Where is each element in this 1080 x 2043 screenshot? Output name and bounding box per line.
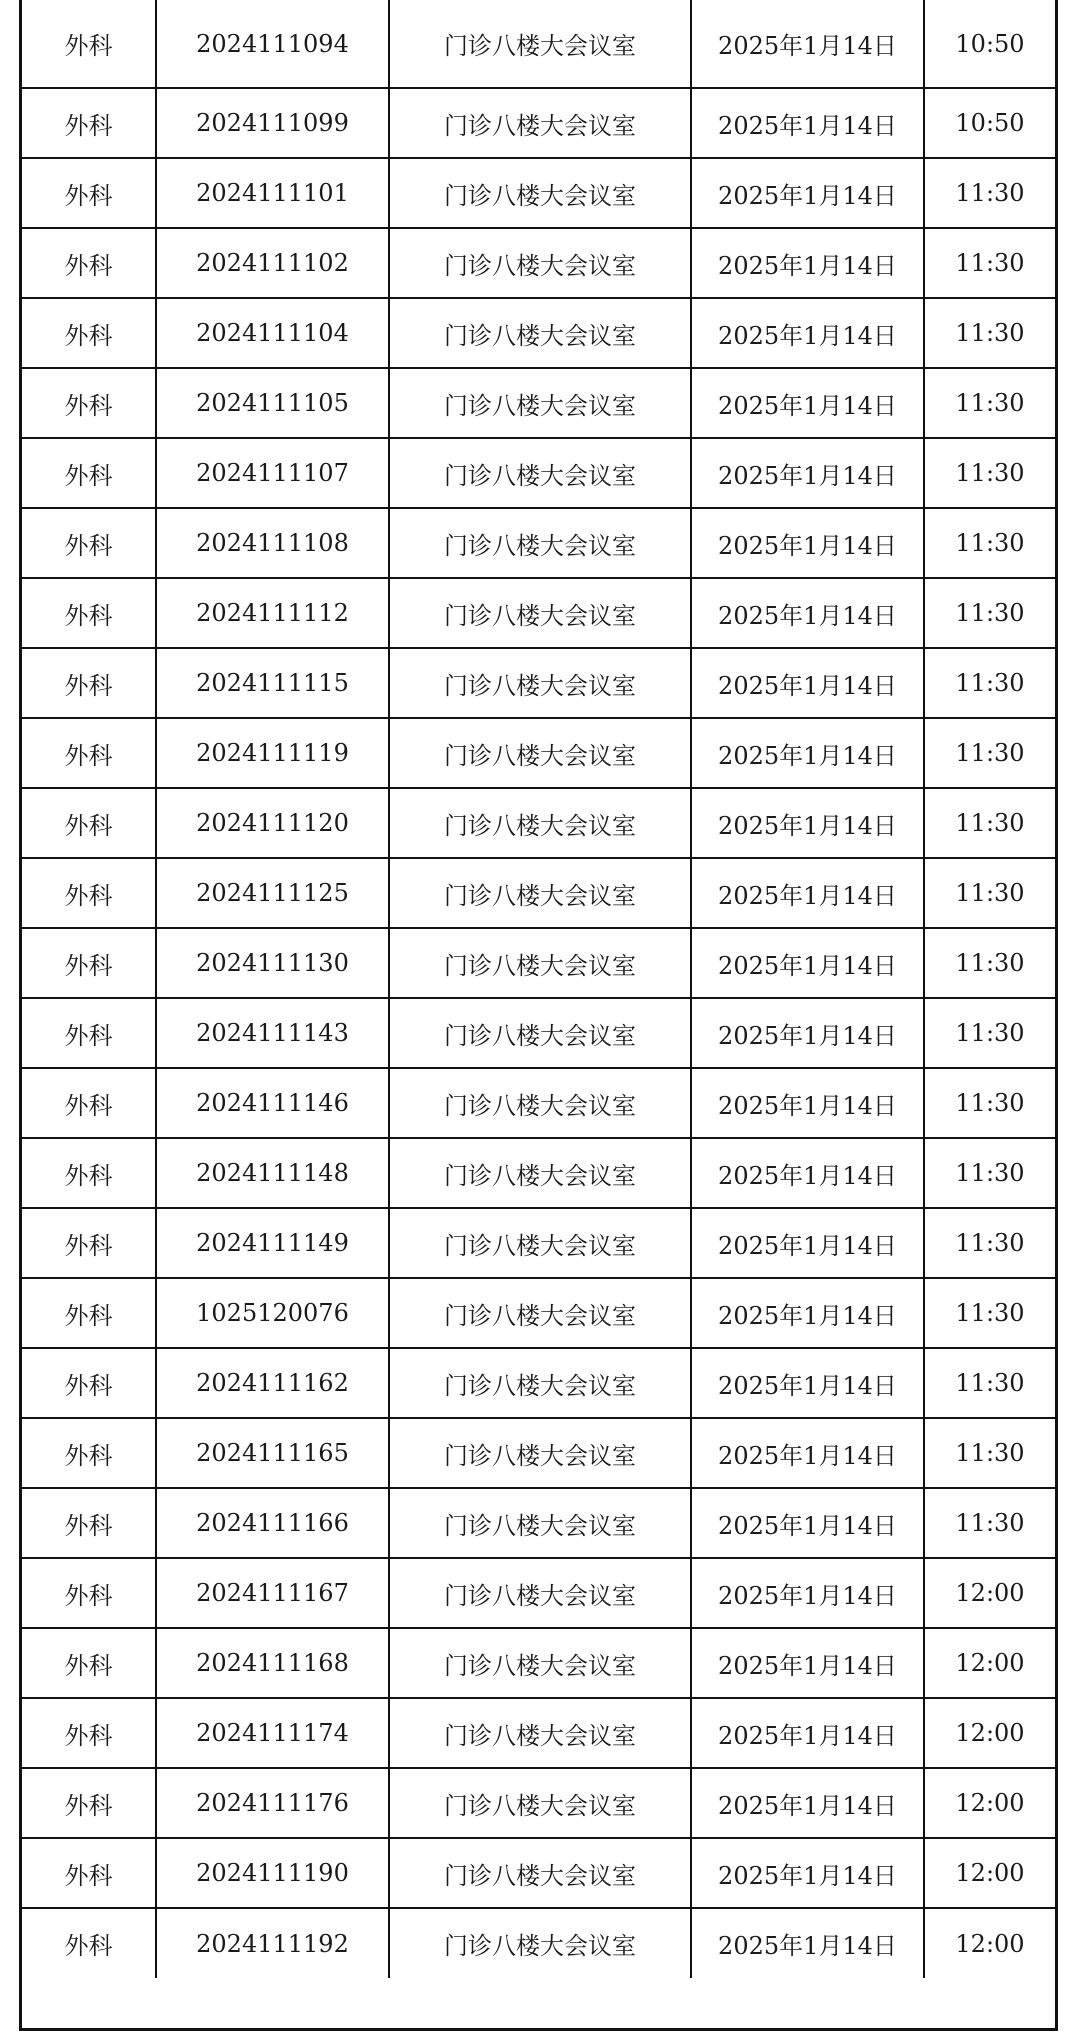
date-cell: 2025年1月14日: [691, 368, 924, 438]
date-cell: 2025年1月14日: [691, 1138, 924, 1208]
table-row: [22, 0, 1055, 88]
time-cell: 12:00: [924, 1838, 1055, 1908]
candidate-id-cell: 2024111162: [156, 1348, 389, 1418]
time-cell: 11:30: [924, 578, 1055, 648]
date-cell: 2025年1月14日: [691, 1628, 924, 1698]
candidate-id-cell: 2024111176: [156, 1768, 389, 1838]
candidate-id-cell: 2024111148: [156, 1138, 389, 1208]
date-cell: 2025年1月14日: [691, 88, 924, 158]
location-cell: 门诊八楼大会议室: [389, 1278, 691, 1348]
time-cell: 11:30: [924, 1068, 1055, 1138]
table-row: [22, 158, 1055, 228]
table-row: [22, 88, 1055, 158]
date-cell: 2025年1月14日: [691, 1348, 924, 1418]
table-row: [22, 1558, 1055, 1628]
table-row: [22, 1838, 1055, 1908]
department-cell: 外科: [22, 648, 156, 718]
date-cell: 2025年1月14日: [691, 438, 924, 508]
candidate-id-cell: 2024111105: [156, 368, 389, 438]
department-cell: 外科: [22, 718, 156, 788]
table-row: [22, 298, 1055, 368]
location-cell: 门诊八楼大会议室: [389, 1488, 691, 1558]
location-cell: 门诊八楼大会议室: [389, 1908, 691, 1978]
table-row: [22, 1488, 1055, 1558]
table-row: [22, 508, 1055, 578]
location-cell: 门诊八楼大会议室: [389, 88, 691, 158]
time-cell: 11:30: [924, 1138, 1055, 1208]
table-row: [22, 1278, 1055, 1348]
time-cell: 11:30: [924, 788, 1055, 858]
candidate-id-cell: 2024111166: [156, 1488, 389, 1558]
time-cell: 12:00: [924, 1558, 1055, 1628]
department-cell: 外科: [22, 508, 156, 578]
candidate-id-cell: 2024111190: [156, 1838, 389, 1908]
table-row: [22, 928, 1055, 998]
table-row: [22, 718, 1055, 788]
time-cell: 11:30: [924, 298, 1055, 368]
department-cell: 外科: [22, 298, 156, 368]
time-cell: 11:30: [924, 1278, 1055, 1348]
table-row: [22, 1418, 1055, 1488]
table-row: [22, 1348, 1055, 1418]
department-cell: 外科: [22, 228, 156, 298]
table-row: [22, 1698, 1055, 1768]
table-row: [22, 1768, 1055, 1838]
department-cell: 外科: [22, 1488, 156, 1558]
candidate-id-cell: 2024111101: [156, 158, 389, 228]
date-cell: 2025年1月14日: [691, 788, 924, 858]
date-cell: 2025年1月14日: [691, 998, 924, 1068]
candidate-id-cell: 2024111094: [156, 0, 389, 88]
location-cell: 门诊八楼大会议室: [389, 928, 691, 998]
date-cell: 2025年1月14日: [691, 1558, 924, 1628]
table-row: [22, 858, 1055, 928]
time-cell: 11:30: [924, 508, 1055, 578]
department-cell: 外科: [22, 1628, 156, 1698]
time-cell: 11:30: [924, 1348, 1055, 1418]
department-cell: 外科: [22, 1348, 156, 1418]
location-cell: 门诊八楼大会议室: [389, 298, 691, 368]
date-cell: 2025年1月14日: [691, 858, 924, 928]
location-cell: 门诊八楼大会议室: [389, 788, 691, 858]
location-cell: 门诊八楼大会议室: [389, 1208, 691, 1278]
candidate-id-cell: 2024111167: [156, 1558, 389, 1628]
time-cell: 11:30: [924, 1208, 1055, 1278]
department-cell: 外科: [22, 438, 156, 508]
schedule-table-body: [22, 0, 1055, 1978]
department-cell: 外科: [22, 158, 156, 228]
table-row: [22, 788, 1055, 858]
location-cell: 门诊八楼大会议室: [389, 1558, 691, 1628]
date-cell: 2025年1月14日: [691, 1838, 924, 1908]
location-cell: 门诊八楼大会议室: [389, 1418, 691, 1488]
location-cell: 门诊八楼大会议室: [389, 718, 691, 788]
location-cell: 门诊八楼大会议室: [389, 508, 691, 578]
department-cell: 外科: [22, 1558, 156, 1628]
time-cell: 10:50: [924, 88, 1055, 158]
date-cell: 2025年1月14日: [691, 1068, 924, 1138]
date-cell: 2025年1月14日: [691, 1278, 924, 1348]
location-cell: 门诊八楼大会议室: [389, 438, 691, 508]
candidate-id-cell: 2024111099: [156, 88, 389, 158]
date-cell: 2025年1月14日: [691, 0, 924, 88]
time-cell: 12:00: [924, 1698, 1055, 1768]
department-cell: 外科: [22, 88, 156, 158]
candidate-id-cell: 2024111120: [156, 788, 389, 858]
candidate-id-cell: 2024111192: [156, 1908, 389, 1978]
date-cell: 2025年1月14日: [691, 1768, 924, 1838]
department-cell: 外科: [22, 1418, 156, 1488]
department-cell: 外科: [22, 1908, 156, 1978]
table-row: [22, 648, 1055, 718]
date-cell: 2025年1月14日: [691, 718, 924, 788]
department-cell: 外科: [22, 858, 156, 928]
candidate-id-cell: 1025120076: [156, 1278, 389, 1348]
department-cell: 外科: [22, 578, 156, 648]
time-cell: 12:00: [924, 1628, 1055, 1698]
time-cell: 10:50: [924, 0, 1055, 88]
department-cell: 外科: [22, 0, 156, 88]
location-cell: 门诊八楼大会议室: [389, 368, 691, 438]
candidate-id-cell: 2024111146: [156, 1068, 389, 1138]
schedule-table: [22, 0, 1055, 1978]
time-cell: 11:30: [924, 928, 1055, 998]
location-cell: 门诊八楼大会议室: [389, 998, 691, 1068]
table-row: [22, 438, 1055, 508]
department-cell: 外科: [22, 1138, 156, 1208]
date-cell: 2025年1月14日: [691, 508, 924, 578]
time-cell: 12:00: [924, 1768, 1055, 1838]
time-cell: 11:30: [924, 438, 1055, 508]
location-cell: 门诊八楼大会议室: [389, 158, 691, 228]
department-cell: 外科: [22, 1698, 156, 1768]
location-cell: 门诊八楼大会议室: [389, 1698, 691, 1768]
candidate-id-cell: 2024111168: [156, 1628, 389, 1698]
date-cell: 2025年1月14日: [691, 298, 924, 368]
date-cell: 2025年1月14日: [691, 228, 924, 298]
time-cell: 11:30: [924, 998, 1055, 1068]
time-cell: 11:30: [924, 1488, 1055, 1558]
candidate-id-cell: 2024111115: [156, 648, 389, 718]
location-cell: 门诊八楼大会议室: [389, 0, 691, 88]
candidate-id-cell: 2024111104: [156, 298, 389, 368]
department-cell: 外科: [22, 1768, 156, 1838]
department-cell: 外科: [22, 788, 156, 858]
location-cell: 门诊八楼大会议室: [389, 1838, 691, 1908]
candidate-id-cell: 2024111130: [156, 928, 389, 998]
table-row: [22, 228, 1055, 298]
time-cell: 11:30: [924, 858, 1055, 928]
date-cell: 2025年1月14日: [691, 1698, 924, 1768]
table-row: [22, 368, 1055, 438]
location-cell: 门诊八楼大会议室: [389, 228, 691, 298]
department-cell: 外科: [22, 1068, 156, 1138]
table-row: [22, 1068, 1055, 1138]
time-cell: 11:30: [924, 648, 1055, 718]
candidate-id-cell: 2024111119: [156, 718, 389, 788]
location-cell: 门诊八楼大会议室: [389, 1068, 691, 1138]
date-cell: 2025年1月14日: [691, 158, 924, 228]
location-cell: 门诊八楼大会议室: [389, 1348, 691, 1418]
time-cell: 11:30: [924, 228, 1055, 298]
date-cell: 2025年1月14日: [691, 1908, 924, 1978]
table-row: [22, 578, 1055, 648]
candidate-id-cell: 2024111143: [156, 998, 389, 1068]
time-cell: 11:30: [924, 718, 1055, 788]
candidate-id-cell: 2024111149: [156, 1208, 389, 1278]
time-cell: 11:30: [924, 368, 1055, 438]
department-cell: 外科: [22, 928, 156, 998]
time-cell: 12:00: [924, 1908, 1055, 1978]
schedule-sheet: [19, 0, 1058, 2031]
department-cell: 外科: [22, 998, 156, 1068]
date-cell: 2025年1月14日: [691, 1208, 924, 1278]
location-cell: 门诊八楼大会议室: [389, 1768, 691, 1838]
table-row: [22, 1628, 1055, 1698]
department-cell: 外科: [22, 368, 156, 438]
location-cell: 门诊八楼大会议室: [389, 1628, 691, 1698]
location-cell: 门诊八楼大会议室: [389, 1138, 691, 1208]
date-cell: 2025年1月14日: [691, 648, 924, 718]
time-cell: 11:30: [924, 1418, 1055, 1488]
date-cell: 2025年1月14日: [691, 1488, 924, 1558]
candidate-id-cell: 2024111112: [156, 578, 389, 648]
table-row: [22, 1138, 1055, 1208]
date-cell: 2025年1月14日: [691, 578, 924, 648]
department-cell: 外科: [22, 1278, 156, 1348]
location-cell: 门诊八楼大会议室: [389, 858, 691, 928]
department-cell: 外科: [22, 1208, 156, 1278]
candidate-id-cell: 2024111102: [156, 228, 389, 298]
candidate-id-cell: 2024111125: [156, 858, 389, 928]
location-cell: 门诊八楼大会议室: [389, 648, 691, 718]
time-cell: 11:30: [924, 158, 1055, 228]
table-row: [22, 998, 1055, 1068]
department-cell: 外科: [22, 1838, 156, 1908]
date-cell: 2025年1月14日: [691, 1418, 924, 1488]
candidate-id-cell: 2024111165: [156, 1418, 389, 1488]
table-row: [22, 1208, 1055, 1278]
candidate-id-cell: 2024111107: [156, 438, 389, 508]
location-cell: 门诊八楼大会议室: [389, 578, 691, 648]
date-cell: 2025年1月14日: [691, 928, 924, 998]
candidate-id-cell: 2024111108: [156, 508, 389, 578]
candidate-id-cell: 2024111174: [156, 1698, 389, 1768]
table-row: [22, 1908, 1055, 1978]
